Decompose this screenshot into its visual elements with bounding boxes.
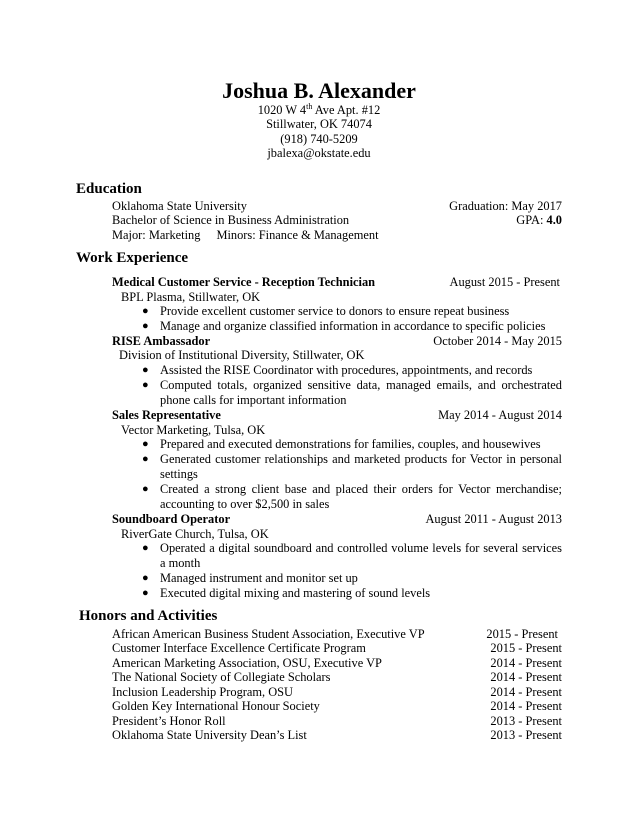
address-line-1: 1020 W 4th Ave Apt. #12 — [257, 101, 381, 117]
honor-dates: 2014 - Present — [490, 699, 562, 713]
honor-name: Oklahoma State University Dean’s List — [112, 728, 307, 742]
school-name: Oklahoma State University — [112, 199, 247, 213]
education-school-row — [112, 199, 562, 214]
job-organization: Vector Marketing, Tulsa, OK — [121, 423, 266, 437]
bullet-icon: ● — [142, 542, 149, 554]
major: Major: Marketing — [112, 228, 201, 242]
honor-dates: 2015 - Present — [490, 641, 562, 655]
bullet-icon: ● — [142, 305, 149, 317]
resume-name: Joshua B. Alexander — [222, 78, 416, 103]
bullet-icon: ● — [142, 483, 149, 495]
job-dates: May 2014 - August 2014 — [438, 408, 562, 422]
job-header — [112, 408, 562, 423]
job-organization: BPL Plasma, Stillwater, OK — [121, 290, 261, 304]
job-dates: August 2011 - August 2013 — [425, 512, 562, 526]
job-dates: October 2014 - May 2015 — [433, 334, 562, 348]
bullet-icon: ● — [142, 364, 149, 376]
honor-dates: 2013 - Present — [490, 728, 562, 742]
honor-row — [112, 685, 562, 700]
email-address: jbalexa@okstate.edu — [267, 146, 371, 161]
address-line-2: Stillwater, OK 74074 — [266, 117, 372, 132]
gpa: GPA: 4.0 — [516, 213, 562, 227]
honor-name: Golden Key International Honour Society — [112, 699, 320, 713]
bullet-icon: ● — [142, 453, 149, 465]
contact-block — [0, 103, 638, 161]
job-dates: August 2015 - Present — [449, 275, 560, 289]
honor-dates: 2014 - Present — [490, 656, 562, 670]
honor-name: President’s Honor Roll — [112, 714, 226, 728]
honor-name: American Marketing Association, OSU, Executive VP — [112, 656, 382, 670]
work-experience-heading: Work Experience — [76, 250, 189, 266]
education-heading: Education — [76, 181, 142, 197]
education-major-row — [112, 228, 562, 243]
job-title: Sales Representative — [112, 408, 221, 422]
honor-dates: 2014 - Present — [490, 670, 562, 684]
job-header — [112, 512, 562, 527]
degree-name: Bachelor of Science in Business Administration — [112, 213, 350, 227]
job-title: RISE Ambassador — [112, 334, 211, 348]
resume-page: Joshua B. Alexander 1020 W 4th Ave Apt. #12 Stillwater, OK 74074 (918) 740-5209 jbalexa@okstate.edu Education Oklahoma State University Graduation: May 2017 Bachelor of Science in Business Administration GPA: 4.0 Major: Marketing Minors: Finance & Management Work Experience Medical Customer Service - Reception Technician August 2015 - Present BPL Plasma, Stillwater, OK ● Provide excellent customer service to donors to ensure repeat business ● Manage and organize classified information in accordance to specific policies RISE Ambassador October 2014 - May 2015 Division of Institutional Diversity, Stillwater, OK ● Assisted the RISE Coordinator with procedures, appointments, and records ● Computed totals, organized sensitive data, managed emails, and orchestrated phone calls for important information Sales Representative May 2014 - August 2014 Vector Marketing, Tulsa, OK ● Prepared and executed demonstrations for families, couples, and housewives ● Generated customer relationships and marketed products for Vector in personal settings ● Created a strong client base and placed their orders for Vector merchandise; accounting to over $2,500 in sales Soundboard Operator August 2011 - August 2013 RiverGate Church, Tulsa, OK ● Operated a digital soundboard and controlled volume levels for several services a month ● Managed instrument and monitor set up ● Executed digital mixing and mastering of sound levels Honors and Activities African American Business Student Association, Executive VP 2015 - Present Customer Interface Excellence Certificate Program 2015 - Present American Marketing Association, OSU, Executive VP 2014 - Present The National Society of Collegiate Scholars 2014 - Present Inclusion Leadership Program, OSU 2014 - Present Golden Key International Honour Society 2014 - Present President’s Honor Roll 2013 - Present Oklahoma State University Dean’s List 2013 - Present — [0, 0, 638, 826]
honor-name: African American Business Student Association, Executive VP — [112, 627, 425, 641]
honor-row — [112, 641, 562, 656]
bullet-icon: ● — [142, 572, 149, 584]
honor-dates: 2015 - Present — [486, 627, 558, 641]
job-organization: RiverGate Church, Tulsa, OK — [121, 527, 269, 541]
honor-name: Customer Interface Excellence Certificate Program — [112, 641, 366, 655]
honor-row — [112, 670, 562, 685]
job-title: Soundboard Operator — [112, 512, 231, 526]
honor-name: The National Society of Collegiate Scholars — [112, 670, 331, 684]
minors: Minors: Finance & Management — [216, 228, 379, 242]
honor-row — [112, 728, 562, 743]
honor-dates: 2014 - Present — [490, 685, 562, 699]
bullet-icon: ● — [142, 587, 149, 599]
honor-row — [112, 699, 562, 714]
education-degree-row — [112, 213, 562, 228]
honor-dates: 2013 - Present — [490, 714, 562, 728]
bullet-icon: ● — [142, 379, 149, 391]
job-header — [112, 275, 562, 290]
bullet-icon: ● — [142, 320, 149, 332]
job-organization: Division of Institutional Diversity, Stillwater, OK — [119, 348, 365, 362]
job-title: Medical Customer Service - Reception Technician — [112, 275, 376, 289]
graduation-date: Graduation: May 2017 — [449, 199, 562, 213]
honors-heading: Honors and Activities — [79, 608, 218, 624]
honor-row — [112, 656, 562, 671]
honor-row — [112, 627, 562, 642]
honor-row — [112, 714, 562, 729]
honor-name: Inclusion Leadership Program, OSU — [112, 685, 294, 699]
bullet-icon: ● — [142, 438, 149, 450]
job-header — [112, 334, 562, 349]
phone-number: (918) 740-5209 — [280, 131, 358, 146]
